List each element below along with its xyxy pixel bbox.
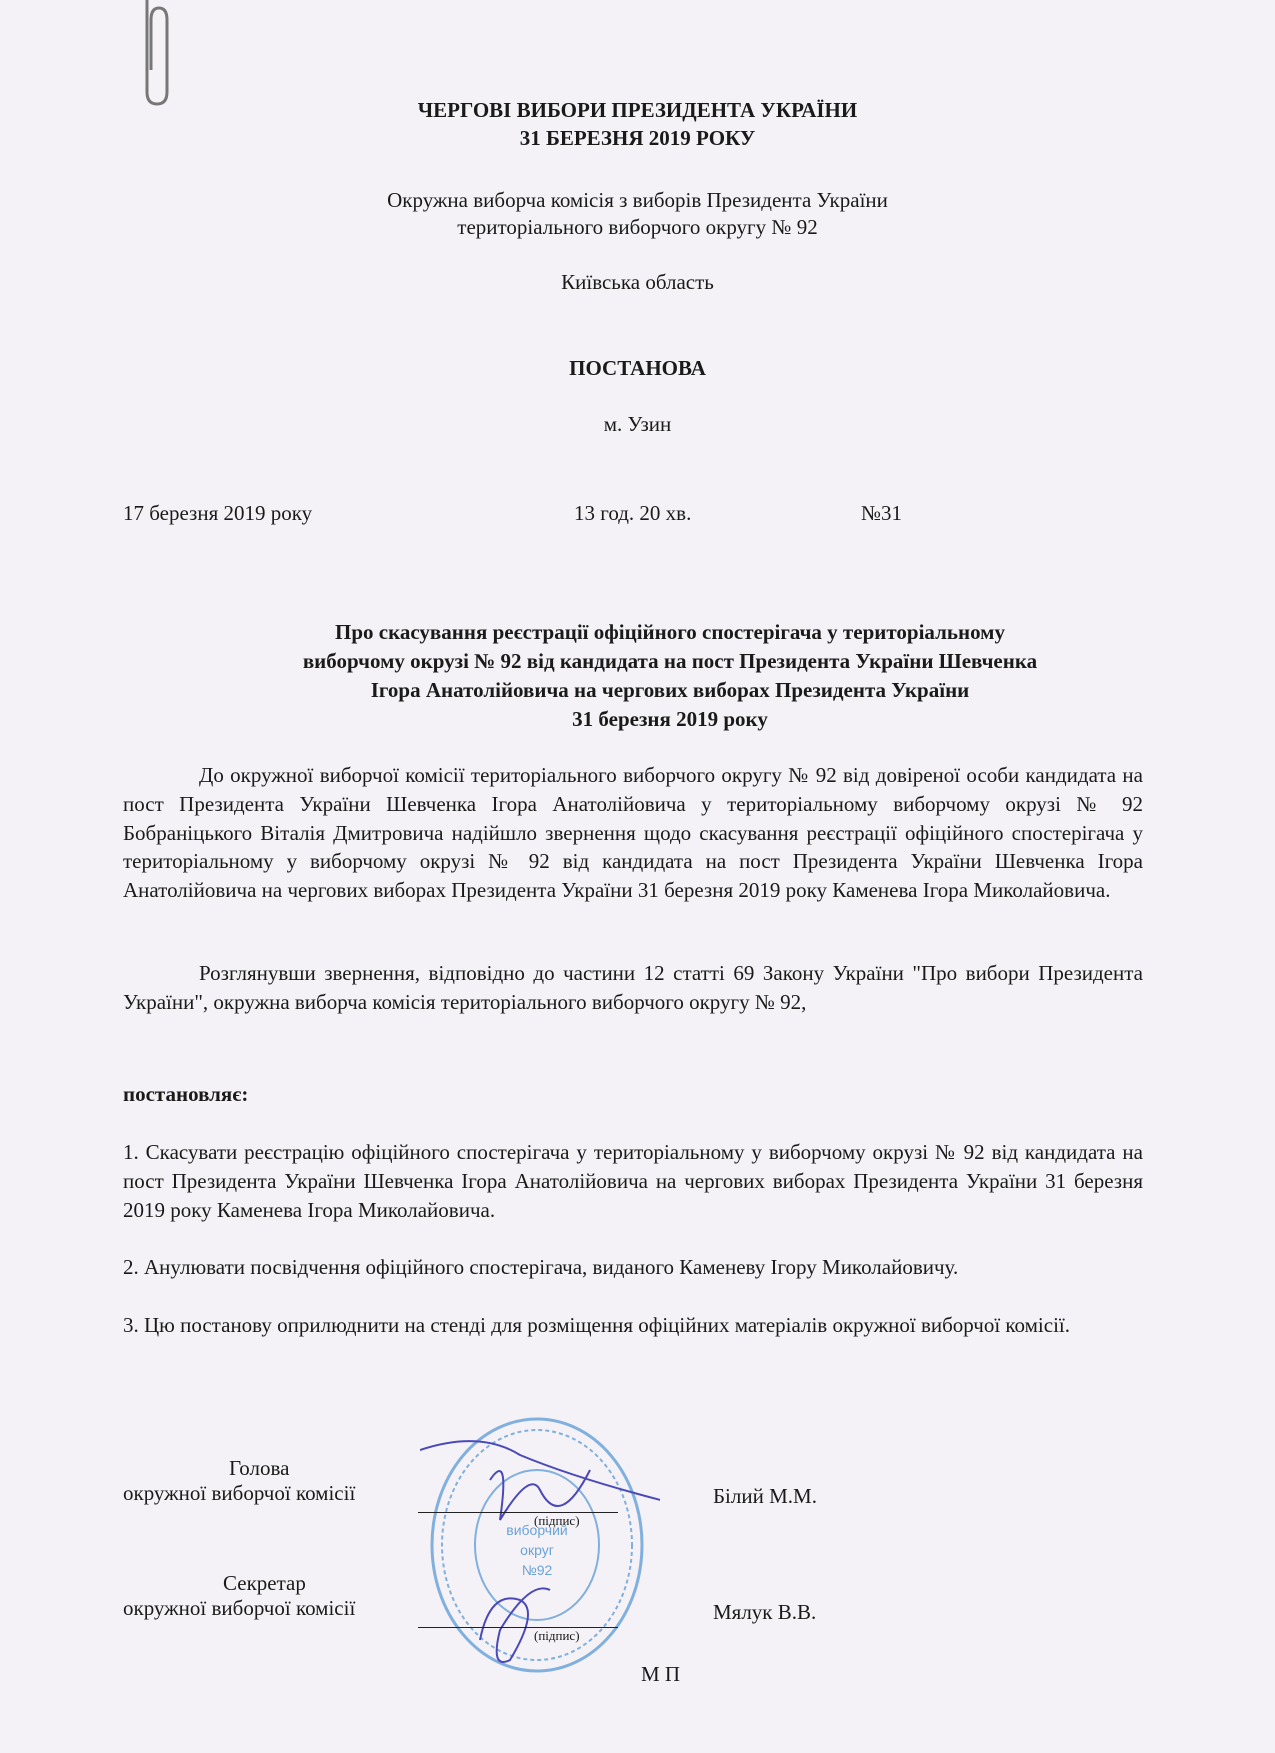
heading-line: Ігора Анатолійовича на чергових виборах Президента України [370, 678, 970, 702]
commission-name: Окружна виборча комісія з виборів Президента України [387, 188, 888, 212]
heading-line: виборчому окрузі № 92 від кандидата на пост Президента України Шевченка [302, 649, 1038, 673]
svg-text:округ: округ [520, 1542, 554, 1558]
signature-line [418, 1627, 618, 1628]
signature-chair [123, 1456, 423, 1506]
svg-text:№92: №92 [521, 1562, 553, 1578]
signature-line [418, 1512, 618, 1513]
election-date: 31 БЕРЕЗНЯ 2019 РОКУ [519, 126, 756, 150]
document-number: №31 [861, 501, 903, 525]
document-heading [70, 618, 1270, 734]
heading-line: 31 березня 2019 року [572, 707, 768, 731]
paperclip-icon [125, 0, 175, 110]
signature-org: окружної виборчої комісії [123, 1481, 356, 1505]
signature-caption: (підпис) [534, 1628, 580, 1643]
signature-org: окружної виборчої комісії [123, 1596, 356, 1620]
paragraph: До окружної виборчої комісії територіального виборчого округу № 92 від довіреної особи кандидата на пост Президента України Шевченка Ігора Анатолійовича у територіальному виборчому окрузі № 92 Бобраніцького Віталія Дмитровича надійшло звернення щодо скасування реєстрації офіційного спостерігача у територіальному у виборчому окрузі № 92 від кандидата на пост Президента України Шевченка Ігора Анатолійовича на чергових виборах Президента України 31 березня 2019 року Каменева Ігора Миколайовича. [123, 763, 1143, 903]
document-type: ПОСТАНОВА [569, 356, 706, 380]
resolves-label: постановляє: [123, 1082, 249, 1106]
resolution-item: 2. Анулювати посвідчення офіційного спостерігача, виданого Каменеву Ігору Миколайовичу. [123, 1255, 959, 1279]
resolution-item: 3. Цю постанову оприлюднити на стенді для розміщення офіційних матеріалів окружної виборчої комісії. [123, 1313, 1070, 1337]
region: Київська область [561, 270, 714, 294]
document-time: 13 год. 20 хв. [574, 501, 692, 525]
seal-place-mark: М П [641, 1662, 681, 1686]
paragraph: Розглянувши звернення, відповідно до частини 12 статті 69 Закону України "Про вибори Президента України", окружна виборча комісія територіального виборчого округу № 92, [123, 961, 1143, 1014]
signature-caption: (підпис) [534, 1513, 580, 1528]
resolution-item: 1. Скасувати реєстрацію офіційного спостерігача у територіальному у виборчому окрузі № 92 від кандидата на пост Президента України Шевченка Ігора Анатолійовича на чергових виборах Президента України 31 березня 2019 року Каменева Ігора Миколайовича. [123, 1140, 1143, 1222]
district-name: територіального виборчого округу № 92 [457, 215, 818, 239]
signature-secretary [123, 1571, 423, 1621]
election-title: ЧЕРГОВІ ВИБОРИ ПРЕЗИДЕНТА УКРАЇНИ [417, 98, 858, 122]
signatory-name: Білий М.М. [713, 1484, 817, 1508]
signatory-name: Мялук В.В. [713, 1600, 817, 1624]
heading-line: Про скасування реєстрації офіційного спостерігача у територіальному [335, 620, 1005, 644]
signature-role: Секретар [223, 1571, 306, 1595]
city: м. Узин [603, 412, 672, 436]
signature-role: Голова [229, 1456, 290, 1480]
svg-text:виборчий: виборчий [506, 1522, 568, 1538]
document-date: 17 березня 2019 року [123, 501, 313, 525]
